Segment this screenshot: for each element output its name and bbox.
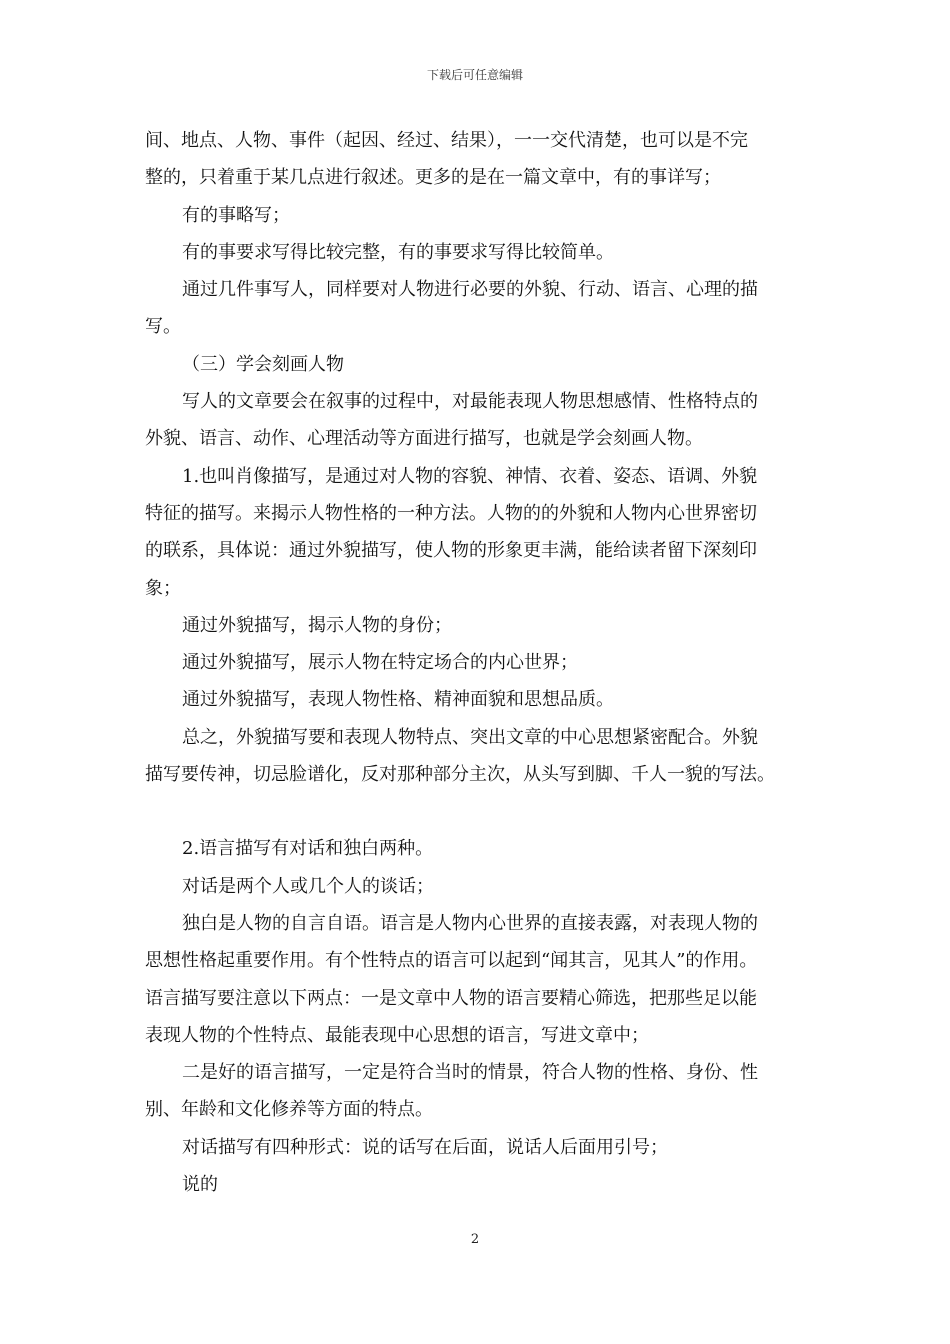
text-line: 的联系，具体说：通过外貌描写，使人物的形象更丰满，能给读者留下深刻印 bbox=[145, 540, 757, 562]
page-header: 下载后可任意编辑 bbox=[426, 68, 523, 82]
paragraph-gap bbox=[145, 793, 825, 830]
text-line: 通过外貌描写，展示人物在特定场合的内心世界； bbox=[182, 652, 578, 674]
section-heading: （三）学会刻画人物 bbox=[182, 353, 344, 375]
text-line: 说的 bbox=[182, 1174, 218, 1196]
text-line: 通过外貌描写，表现人物性格、精神面貌和思想品质。 bbox=[182, 689, 614, 711]
text-line: 通过几件事写人，同样要对人物进行必要的外貌、行动、语言、心理的描 bbox=[182, 279, 758, 301]
text-line: 1.也叫肖像描写，是通过对人物的容貌、神情、衣着、姿态、语调、外貌 bbox=[182, 465, 758, 487]
text-line: 表现人物的个性特点、最能表现中心思想的语言，写进文章中； bbox=[145, 1024, 649, 1046]
text-line: 有的事要求写得比较完整，有的事要求写得比较简单。 bbox=[182, 241, 614, 263]
text-line: 写。 bbox=[145, 316, 181, 338]
text-line: 对话描写有四种形式：说的话写在后面，说话人后面用引号； bbox=[182, 1136, 668, 1158]
text-line: 整的，只着重于某几点进行叙述。更多的是在一篇文章中，有的事详写； bbox=[145, 167, 721, 189]
text-line: 通过外貌描写，揭示人物的身份； bbox=[182, 614, 452, 636]
page-number: 2 bbox=[470, 1232, 480, 1247]
text-line: 独白是人物的自言自语。语言是人物内心世界的直接表露，对表现人物的 bbox=[182, 912, 758, 934]
document-body bbox=[145, 122, 825, 1203]
text-line: 二是好的语言描写，一定是符合当时的情景，符合人物的性格、身份、性 bbox=[182, 1062, 758, 1084]
text-line: 别、年龄和文化修养等方面的特点。 bbox=[145, 1099, 433, 1121]
text-line: 有的事略写； bbox=[182, 204, 290, 226]
text-line: 象； bbox=[145, 577, 181, 599]
text-line: 间、地点、人物、事件（起因、经过、结果），一一交代清楚，也可以是不完 bbox=[145, 130, 748, 151]
text-line: 对话是两个人或几个人的谈话； bbox=[182, 875, 434, 897]
text-line: 2.语言描写有对话和独白两种。 bbox=[182, 838, 434, 860]
text-line: 外貌、语言、动作、心理活动等方面进行描写，也就是学会刻画人物。 bbox=[145, 428, 703, 450]
text-line: 写人的文章要会在叙事的过程中，对最能表现人物思想感情、性格特点的 bbox=[182, 391, 758, 413]
text-line: 特征的描写。来揭示人物性格的一种方法。人物的的外貌和人物内心世界密切 bbox=[145, 502, 757, 524]
text-line: 思想性格起重要作用。有个性特点的语言可以起到“闻其言，见其人”的作用。 bbox=[145, 950, 758, 972]
text-line: 语言描写要注意以下两点：一是文章中人物的语言要精心筛选，把那些足以能 bbox=[145, 987, 757, 1009]
text-line: 描写要传神，切忌脸谱化，反对那种部分主次，从头写到脚、千人一貌的写法。 bbox=[145, 764, 775, 786]
text-line: 总之，外貌描写要和表现人物特点、突出文章的中心思想紧密配合。外貌 bbox=[182, 726, 758, 748]
